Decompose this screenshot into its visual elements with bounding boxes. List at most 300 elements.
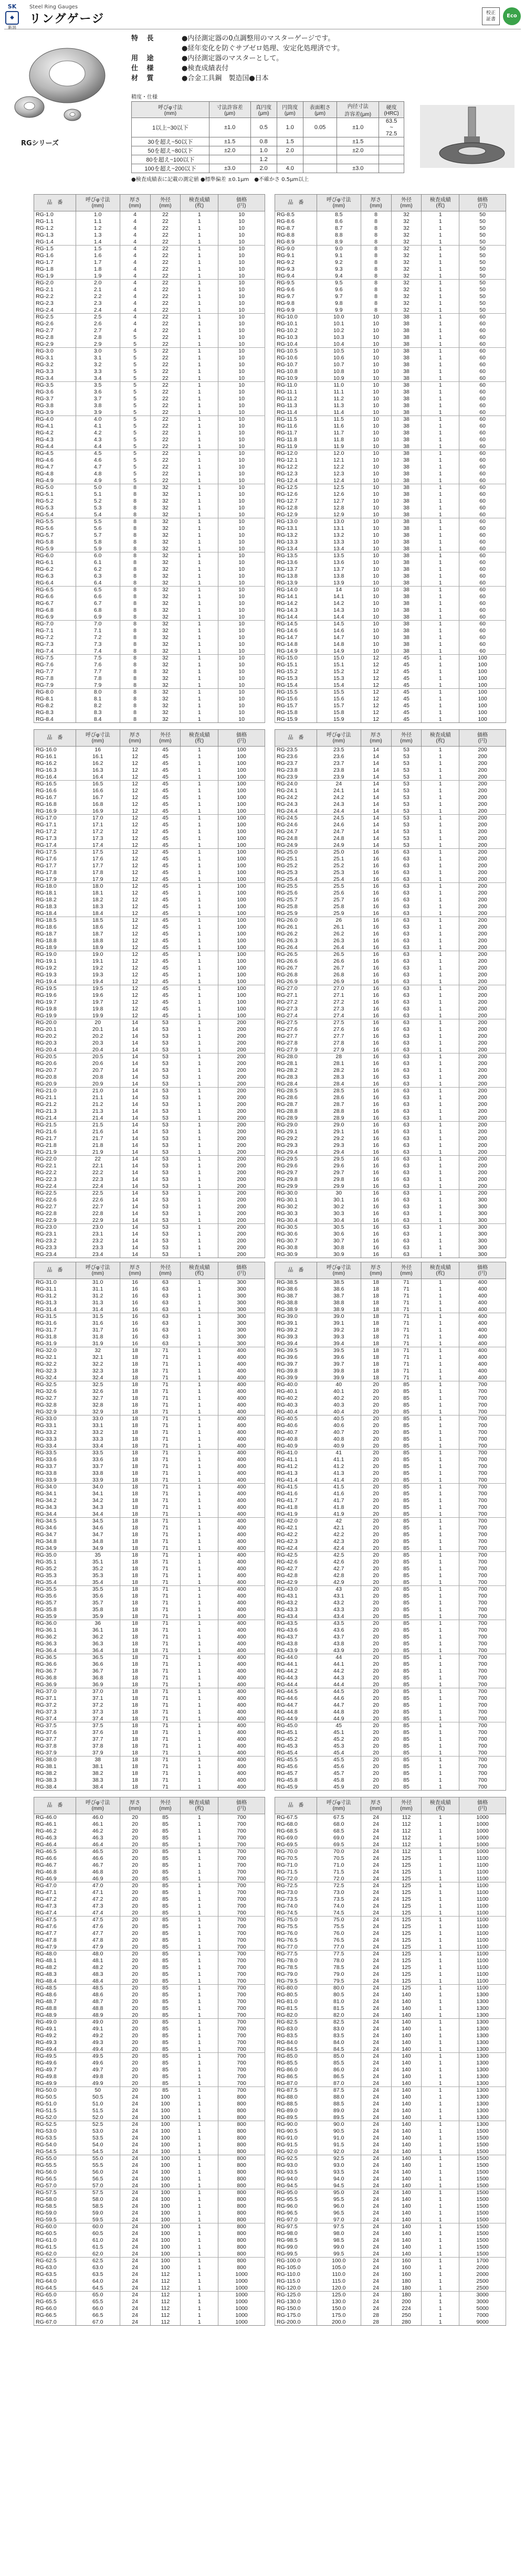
table-cell: 700 bbox=[459, 1668, 506, 1675]
table-row bbox=[34, 978, 265, 985]
table-cell: 35.7 bbox=[76, 1600, 120, 1606]
table-cell: 85 bbox=[391, 1729, 422, 1736]
table-cell: 32 bbox=[150, 600, 181, 607]
table-cell: RG-4.7 bbox=[34, 464, 76, 471]
table-cell: 400 bbox=[459, 1361, 506, 1368]
table-row bbox=[275, 1477, 506, 1484]
table-cell: RG-13.3 bbox=[275, 539, 317, 546]
table-cell: 20 bbox=[120, 1971, 150, 1978]
table-cell: 18 bbox=[120, 1497, 150, 1504]
table-cell: RG-5.9 bbox=[34, 546, 76, 552]
table-cell: 10 bbox=[218, 539, 265, 546]
table-cell: 60 bbox=[459, 321, 506, 327]
table-row bbox=[34, 1381, 265, 1388]
table-cell: 43.8 bbox=[317, 1641, 361, 1647]
table-cell: RG-23.1 bbox=[34, 1231, 76, 1238]
table-cell: 1500 bbox=[459, 2148, 506, 2155]
table-row bbox=[275, 2060, 506, 2067]
table-row bbox=[275, 286, 506, 293]
table-cell: 100 bbox=[218, 999, 265, 1006]
table-row bbox=[275, 1998, 506, 2005]
table-row bbox=[34, 1647, 265, 1654]
table-row bbox=[275, 2210, 506, 2217]
table-cell: 1 bbox=[422, 2237, 459, 2244]
table-cell: 400 bbox=[218, 1722, 265, 1729]
table-cell: 15.0 bbox=[317, 655, 361, 662]
table-cell: 18 bbox=[361, 1306, 391, 1313]
table-cell: 16 bbox=[361, 1108, 391, 1115]
table-row bbox=[34, 246, 265, 252]
table-cell: 1 bbox=[422, 1334, 459, 1340]
table-cell: 32 bbox=[76, 1347, 120, 1354]
table-cell: 800 bbox=[218, 2135, 265, 2142]
table-cell: 45 bbox=[391, 709, 422, 716]
table-cell: 24.7 bbox=[317, 828, 361, 835]
table-cell: 100 bbox=[218, 767, 265, 774]
table-cell: 1 bbox=[422, 1484, 459, 1491]
table-cell: 14 bbox=[361, 822, 391, 828]
table-cell: RG-33.1 bbox=[34, 1422, 76, 1429]
table-cell: RG-31.5 bbox=[34, 1313, 76, 1320]
table-cell: 24 bbox=[361, 2176, 391, 2183]
table-cell: 26.5 bbox=[317, 951, 361, 958]
table-cell: 72.0 bbox=[317, 1876, 361, 1882]
table-cell: 18.5 bbox=[76, 917, 120, 924]
table-cell: 1 bbox=[422, 1450, 459, 1456]
table-cell: RG-43.2 bbox=[275, 1600, 317, 1606]
table-cell: 53 bbox=[391, 842, 422, 849]
table-cell: 200 bbox=[459, 1060, 506, 1067]
table-cell: 1 bbox=[181, 621, 218, 627]
table-cell: 1 bbox=[422, 266, 459, 273]
table-cell: 1 bbox=[181, 1074, 218, 1081]
table-cell: 700 bbox=[459, 1388, 506, 1395]
table-cell: 1 bbox=[422, 218, 459, 225]
table-cell: 140 bbox=[391, 1992, 422, 1998]
table-cell: 53 bbox=[150, 1142, 181, 1149]
table-cell: 49.6 bbox=[76, 2060, 120, 2067]
table-cell: 46.1 bbox=[76, 1821, 120, 1828]
table-cell: 8 bbox=[120, 682, 150, 689]
table-cell: RG-13.6 bbox=[275, 559, 317, 566]
table-row bbox=[34, 1135, 265, 1142]
table-cell: 45 bbox=[150, 794, 181, 801]
table-cell: 1 bbox=[422, 787, 459, 794]
column-header: 厚さ (mm) bbox=[120, 1797, 150, 1814]
table-cell: 1 bbox=[181, 876, 218, 883]
table-cell: 85 bbox=[150, 1951, 181, 1957]
table-row bbox=[275, 1497, 506, 1504]
table-cell: 63 bbox=[391, 951, 422, 958]
table-cell: RG-14.7 bbox=[275, 634, 317, 641]
table-cell: 1 bbox=[422, 1688, 459, 1695]
table-cell: 12 bbox=[120, 856, 150, 863]
table-cell: 47.9 bbox=[76, 1944, 120, 1951]
table-cell: 700 bbox=[459, 1709, 506, 1716]
table-cell: 24 bbox=[361, 1937, 391, 1944]
table-cell: 1 bbox=[422, 1641, 459, 1647]
accuracy-cell: ±1.5 bbox=[337, 137, 379, 146]
table-row bbox=[275, 662, 506, 668]
table-cell: 200 bbox=[459, 931, 506, 938]
table-cell: 1 bbox=[181, 1998, 218, 2005]
table-cell: 20 bbox=[120, 2067, 150, 2073]
table-cell: 1 bbox=[181, 593, 218, 600]
table-row bbox=[275, 211, 506, 218]
table-cell: 38 bbox=[391, 437, 422, 443]
table-cell: 200 bbox=[459, 1026, 506, 1033]
table-row bbox=[275, 1060, 506, 1067]
table-cell: 20 bbox=[361, 1415, 391, 1422]
table-cell: 1 bbox=[181, 2264, 218, 2271]
table-cell: 200 bbox=[218, 1074, 265, 1081]
table-cell: RG-18.9 bbox=[34, 944, 76, 951]
table-cell: RG-2.3 bbox=[34, 300, 76, 307]
table-cell: 200 bbox=[459, 944, 506, 951]
table-cell: 18 bbox=[120, 1538, 150, 1545]
table-cell: 100 bbox=[150, 2169, 181, 2176]
table-cell: 22 bbox=[150, 321, 181, 327]
table-cell: 55.0 bbox=[76, 2155, 120, 2162]
table-cell: 10 bbox=[361, 641, 391, 648]
table-cell: RG-70.0 bbox=[275, 1848, 317, 1855]
table-cell: 41.3 bbox=[317, 1470, 361, 1477]
table-cell: 38 bbox=[391, 498, 422, 505]
table-cell: 71 bbox=[150, 1695, 181, 1702]
table-cell: RG-92.5 bbox=[275, 2155, 317, 2162]
table-cell: 400 bbox=[218, 1395, 265, 1402]
table-cell: RG-26.4 bbox=[275, 944, 317, 951]
table-row bbox=[275, 999, 506, 1006]
table-cell: 20 bbox=[361, 1484, 391, 1491]
table-cell: 700 bbox=[459, 1497, 506, 1504]
table-cell: 38 bbox=[391, 566, 422, 573]
table-cell: 1 bbox=[181, 546, 218, 552]
table-cell: 45.6 bbox=[317, 1763, 361, 1770]
table-cell: RG-42.9 bbox=[275, 1579, 317, 1586]
table-cell: 63 bbox=[391, 1163, 422, 1169]
table-cell: 1 bbox=[181, 2292, 218, 2298]
table-cell: 200 bbox=[459, 1040, 506, 1047]
table-cell: 71 bbox=[391, 1354, 422, 1361]
table-cell: 24 bbox=[120, 2264, 150, 2271]
table-cell: 28.2 bbox=[317, 1067, 361, 1074]
table-cell: 1 bbox=[422, 1647, 459, 1654]
table-cell: 38 bbox=[391, 368, 422, 375]
table-cell: 9000 bbox=[459, 2319, 506, 2326]
table-cell: RG-34.1 bbox=[34, 1491, 76, 1497]
table-cell: RG-1.4 bbox=[34, 239, 76, 246]
table-cell: 10 bbox=[218, 512, 265, 518]
table-cell: 63 bbox=[391, 1013, 422, 1019]
table-cell: 4.1 bbox=[76, 423, 120, 430]
table-cell: 11.9 bbox=[317, 443, 361, 450]
table-cell: 1000 bbox=[218, 2319, 265, 2326]
table-cell: 12 bbox=[120, 869, 150, 876]
table-cell: 53 bbox=[150, 1163, 181, 1169]
table-cell: 12 bbox=[120, 808, 150, 815]
table-cell: 32.1 bbox=[76, 1354, 120, 1361]
table-cell: 10 bbox=[218, 334, 265, 341]
table-cell: 1 bbox=[422, 1190, 459, 1197]
table-cell: 22 bbox=[150, 211, 181, 218]
table-cell: 1 bbox=[422, 552, 459, 559]
table-cell: 200 bbox=[459, 760, 506, 767]
table-cell: 1 bbox=[181, 1409, 218, 1415]
table-cell: 75.0 bbox=[317, 1917, 361, 1923]
table-cell: 88.5 bbox=[317, 2101, 361, 2107]
table-row bbox=[34, 1930, 265, 1937]
table-cell: 1 bbox=[181, 815, 218, 822]
table-cell: RG-7.8 bbox=[34, 675, 76, 682]
table-row bbox=[275, 2073, 506, 2080]
table-cell: 1 bbox=[422, 2264, 459, 2271]
table-row bbox=[34, 985, 265, 992]
table-cell: 10 bbox=[218, 382, 265, 389]
table-cell: 12.3 bbox=[317, 471, 361, 477]
table-cell: 1100 bbox=[459, 1882, 506, 1889]
table-row bbox=[275, 682, 506, 689]
table-cell: 14 bbox=[120, 1238, 150, 1244]
table-cell: RG-8.3 bbox=[34, 709, 76, 716]
table-cell: RG-79.0 bbox=[275, 1971, 317, 1978]
table-cell: 11.0 bbox=[317, 382, 361, 389]
table-cell: 400 bbox=[218, 1422, 265, 1429]
table-cell: 8 bbox=[120, 498, 150, 505]
table-row bbox=[34, 1654, 265, 1661]
table-cell: 28.3 bbox=[317, 1074, 361, 1081]
table-cell: 27.9 bbox=[317, 1047, 361, 1053]
table-cell: 400 bbox=[218, 1716, 265, 1722]
table-cell: 85 bbox=[150, 1923, 181, 1930]
table-cell: 1 bbox=[422, 2292, 459, 2298]
table-cell: 18.1 bbox=[76, 890, 120, 897]
table-cell: 1500 bbox=[459, 2183, 506, 2189]
table-cell: 60 bbox=[459, 648, 506, 655]
table-row bbox=[34, 2244, 265, 2251]
table-cell: 18 bbox=[120, 1402, 150, 1409]
table-cell: 20 bbox=[361, 1429, 391, 1436]
table-cell: 1 bbox=[422, 1320, 459, 1327]
table-row bbox=[34, 382, 265, 389]
table-cell: 1 bbox=[422, 334, 459, 341]
table-cell: 45.5 bbox=[317, 1757, 361, 1763]
table-cell: RG-12.3 bbox=[275, 471, 317, 477]
table-cell: 36 bbox=[76, 1620, 120, 1627]
table-cell: 20 bbox=[120, 1814, 150, 1821]
table-cell: RG-87.5 bbox=[275, 2087, 317, 2094]
table-cell: 32.9 bbox=[76, 1409, 120, 1415]
table-cell: 1 bbox=[181, 1750, 218, 1757]
table-cell: RG-49.5 bbox=[34, 2053, 76, 2060]
table-cell: 4 bbox=[120, 300, 150, 307]
table-cell: 1 bbox=[181, 2251, 218, 2258]
table-cell: 19.5 bbox=[76, 985, 120, 992]
table-cell: 24 bbox=[120, 2094, 150, 2101]
table-cell: 48.1 bbox=[76, 1957, 120, 1964]
table-cell: 13.4 bbox=[317, 546, 361, 552]
table-cell: 39.2 bbox=[317, 1327, 361, 1334]
table-row bbox=[275, 321, 506, 327]
table-cell: 10 bbox=[218, 498, 265, 505]
table-cell: 45.7 bbox=[317, 1770, 361, 1777]
table-cell: RG-8.9 bbox=[275, 239, 317, 246]
table-cell: 18.3 bbox=[76, 903, 120, 910]
table-cell: 25.3 bbox=[317, 869, 361, 876]
table-cell: 24 bbox=[361, 1998, 391, 2005]
table-cell: 63 bbox=[391, 1176, 422, 1183]
table-cell: 20.5 bbox=[76, 1053, 120, 1060]
column-header: 外径 (mm) bbox=[150, 1797, 181, 1814]
table-cell: 1500 bbox=[459, 2203, 506, 2210]
table-cell: 1 bbox=[422, 1361, 459, 1368]
table-cell: 1 bbox=[181, 2107, 218, 2114]
table-row bbox=[34, 1784, 265, 1791]
table-cell: RG-46.9 bbox=[34, 1876, 76, 1882]
table-cell: 1 bbox=[422, 1006, 459, 1013]
table-cell: 140 bbox=[391, 2114, 422, 2121]
table-cell: 46.3 bbox=[76, 1835, 120, 1841]
table-cell: 13.3 bbox=[317, 539, 361, 546]
table-cell: 1 bbox=[181, 1354, 218, 1361]
table-cell: 20 bbox=[120, 1841, 150, 1848]
table-cell: 14 bbox=[120, 1217, 150, 1224]
table-cell: 85 bbox=[150, 1937, 181, 1944]
table-cell: 1300 bbox=[459, 2101, 506, 2107]
table-cell: RG-16.7 bbox=[34, 794, 76, 801]
table-row bbox=[34, 856, 265, 863]
table-cell: 82.0 bbox=[317, 2012, 361, 2019]
table-cell: 1 bbox=[422, 808, 459, 815]
table-cell: 18 bbox=[120, 1600, 150, 1606]
table-cell: RG-3.2 bbox=[34, 361, 76, 368]
table-cell: RG-46.1 bbox=[34, 1821, 76, 1828]
table-cell: RG-1.2 bbox=[34, 225, 76, 232]
table-cell: 20 bbox=[361, 1422, 391, 1429]
table-cell: RG-14.5 bbox=[275, 621, 317, 627]
table-row bbox=[275, 1627, 506, 1634]
table-cell: 1 bbox=[181, 1334, 218, 1340]
table-cell: 85 bbox=[391, 1675, 422, 1681]
table-row bbox=[275, 1593, 506, 1600]
table-cell: RG-48.2 bbox=[34, 1964, 76, 1971]
table-cell: 10 bbox=[218, 716, 265, 723]
table-cell: 24 bbox=[120, 2258, 150, 2264]
table-cell: 85 bbox=[150, 1889, 181, 1896]
accuracy-cell: ±1.0 bbox=[209, 118, 250, 137]
table-cell: 45 bbox=[150, 767, 181, 774]
table-cell: 1 bbox=[422, 1668, 459, 1675]
table-cell: 60 bbox=[459, 477, 506, 484]
table-cell: 400 bbox=[218, 1586, 265, 1593]
page-title bbox=[29, 4, 104, 26]
table-cell: 16.7 bbox=[76, 794, 120, 801]
table-cell: 18 bbox=[120, 1627, 150, 1634]
table-cell: RG-34.9 bbox=[34, 1545, 76, 1552]
spec-key: 仕 様 bbox=[131, 65, 157, 72]
table-cell: 45.8 bbox=[317, 1777, 361, 1784]
table-cell: 700 bbox=[459, 1484, 506, 1491]
table-cell: 38 bbox=[391, 457, 422, 464]
table-cell: 1 bbox=[422, 641, 459, 648]
table-cell: 20 bbox=[120, 1951, 150, 1957]
table-cell: 1 bbox=[181, 252, 218, 259]
table-cell: 14 bbox=[120, 1156, 150, 1163]
table-cell: 1 bbox=[181, 2135, 218, 2142]
table-cell: 18 bbox=[120, 1647, 150, 1654]
table-cell: 1 bbox=[422, 2230, 459, 2237]
table-cell: 8 bbox=[361, 307, 391, 314]
table-cell: 85 bbox=[150, 1978, 181, 1985]
table-row bbox=[34, 437, 265, 443]
table-row bbox=[275, 2237, 506, 2244]
table-cell: RG-23.8 bbox=[275, 767, 317, 774]
table-cell: RG-17.7 bbox=[34, 863, 76, 869]
accuracy-header: 表面粗さ (μm) bbox=[303, 102, 337, 118]
table-cell: 1000 bbox=[459, 1828, 506, 1835]
table-cell: 1 bbox=[422, 917, 459, 924]
table-row bbox=[275, 835, 506, 842]
table-cell: 53 bbox=[150, 1088, 181, 1094]
table-cell: RG-78.0 bbox=[275, 1957, 317, 1964]
table-cell: 38 bbox=[391, 450, 422, 457]
table-row bbox=[34, 1709, 265, 1716]
table-cell: RG-92.0 bbox=[275, 2148, 317, 2155]
table-cell: RG-3.1 bbox=[34, 355, 76, 361]
accuracy-spec bbox=[131, 92, 415, 183]
table-row bbox=[34, 1436, 265, 1443]
table-cell: RG-73.0 bbox=[275, 1889, 317, 1896]
table-row bbox=[275, 774, 506, 781]
table-cell: RG-13.9 bbox=[275, 580, 317, 587]
table-cell: RG-90.5 bbox=[275, 2128, 317, 2135]
table-cell: 1 bbox=[422, 1231, 459, 1238]
table-cell: 19.2 bbox=[76, 965, 120, 972]
table-cell: 1300 bbox=[459, 2019, 506, 2026]
table-cell: 700 bbox=[459, 1491, 506, 1497]
table-cell: 140 bbox=[391, 2196, 422, 2203]
table-row bbox=[275, 334, 506, 341]
table-cell: 85 bbox=[150, 1896, 181, 1903]
table-cell: 1 bbox=[422, 794, 459, 801]
accuracy-cell bbox=[379, 137, 404, 146]
table-cell: 1 bbox=[181, 573, 218, 580]
table-cell: RG-48.8 bbox=[34, 2005, 76, 2012]
table-cell: 20 bbox=[361, 1470, 391, 1477]
table-cell: RG-16.8 bbox=[34, 801, 76, 808]
table-cell: 1 bbox=[422, 1957, 459, 1964]
table-cell: 1 bbox=[422, 924, 459, 931]
table-cell: 1100 bbox=[459, 1937, 506, 1944]
table-cell: 200 bbox=[459, 1142, 506, 1149]
table-cell: RG-33.8 bbox=[34, 1470, 76, 1477]
table-cell: 16 bbox=[120, 1306, 150, 1313]
table-cell: RG-56.5 bbox=[34, 2176, 76, 2183]
table-cell: 20 bbox=[120, 2060, 150, 2067]
table-cell: 112 bbox=[391, 1828, 422, 1835]
table-cell: 10 bbox=[218, 559, 265, 566]
table-cell: 6.4 bbox=[76, 580, 120, 587]
table-cell: 71 bbox=[391, 1300, 422, 1306]
table-cell: 71 bbox=[150, 1497, 181, 1504]
table-cell: RG-35.0 bbox=[34, 1552, 76, 1559]
table-row bbox=[275, 1320, 506, 1327]
table-cell: 1 bbox=[422, 1545, 459, 1552]
table-cell: 10 bbox=[361, 546, 391, 552]
table-row bbox=[275, 1402, 506, 1409]
table-cell: 24 bbox=[361, 2264, 391, 2271]
table-cell: 60 bbox=[459, 416, 506, 423]
